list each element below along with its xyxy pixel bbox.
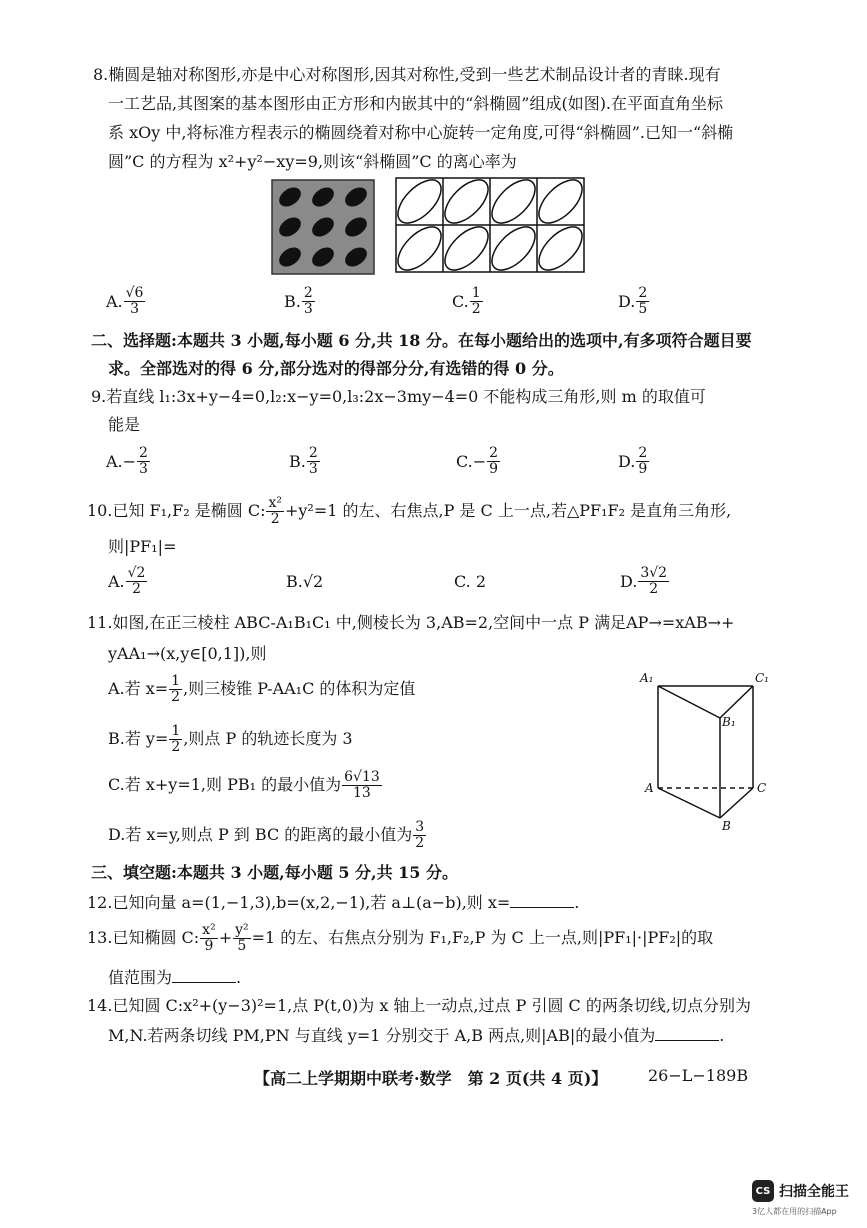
- q9-option-a[interactable]: [106, 446, 289, 477]
- q13-end: .: [236, 968, 242, 987]
- q8-options: [106, 286, 678, 317]
- fraction-numerator: 2: [308, 445, 318, 461]
- q8-line-4: 圆”C 的方程为 x²+y²−xy=9,则该“斜椭圆”C 的离心率为: [108, 152, 517, 171]
- q13-line-2-text: 值范围为: [108, 968, 173, 987]
- fraction-denominator: 3: [139, 461, 148, 477]
- label-b1: B₁: [722, 715, 736, 729]
- q11-option-a[interactable]: [108, 672, 415, 706]
- q9-option-c[interactable]: [456, 446, 618, 477]
- fraction-denominator: 2: [471, 301, 481, 317]
- q10-option-b[interactable]: B.√2: [286, 572, 324, 591]
- option-fraction: [470, 286, 483, 317]
- watermark-tagline: 3亿人都在用的扫描App: [752, 1207, 837, 1216]
- label-a1: A₁: [640, 671, 654, 685]
- option-letter: A.: [106, 452, 123, 471]
- option-letter: A.: [106, 292, 123, 311]
- q10-line-1: [87, 494, 731, 528]
- option-letter: D.: [618, 292, 636, 311]
- q13-fraction-2: [233, 923, 251, 954]
- q14-line-2-text: M,N.若两条切线 PM,PN 与直线 y=1 分别交于 A,B 两点,则|AB|的最小值为: [108, 1026, 656, 1045]
- option-letter: B.: [284, 292, 301, 311]
- q10-pre: 10.已知 F₁,F₂ 是椭圆 C:: [87, 501, 266, 520]
- option-pre: D.若 x=y,则点 P 到 BC 的距离的最小值为: [108, 825, 413, 844]
- fraction-denominator: 2: [415, 835, 425, 851]
- fraction-denominator: 3: [308, 461, 318, 477]
- option-fraction: [124, 286, 146, 317]
- q10-option-a[interactable]: [108, 566, 286, 597]
- option-fraction: [413, 820, 426, 851]
- q8-option-b[interactable]: [284, 286, 452, 317]
- q13-line-2: [108, 966, 241, 989]
- label-c1: C₁: [755, 671, 769, 685]
- option-post: ,则三棱锥 P-AA₁C 的体积为定值: [183, 679, 416, 698]
- q8-option-a[interactable]: [106, 286, 284, 317]
- option-fraction: [636, 446, 649, 477]
- option-sign: −: [122, 452, 137, 471]
- q8-option-c[interactable]: [452, 286, 618, 317]
- q10-option-c[interactable]: C. 2: [454, 572, 487, 591]
- fraction-denominator: 2: [171, 689, 181, 705]
- q12-answer-blank[interactable]: [510, 891, 574, 908]
- option-fraction: [342, 770, 382, 801]
- fraction-denominator: 2: [171, 739, 181, 755]
- fraction-denominator: 9: [204, 938, 214, 954]
- q8-line-2: 一工艺品,其图案的基本图形由正方形和内嵌其中的“斜椭圆”组成(如图).在平面直角坐标: [108, 94, 724, 113]
- option-fraction: [302, 286, 315, 317]
- q11-line-2: yAA₁→(x,y∈[0,1]),则: [108, 644, 267, 663]
- q9-line-1: 9.若直线 l₁:3x+y−4=0,l₂:x−y=0,l₃:2x−3my−4=0 不能构成三角形,则 m 的取值可: [91, 387, 706, 406]
- option-fraction: [126, 566, 148, 597]
- option-fraction: [636, 286, 649, 317]
- fraction-numerator: x²: [202, 922, 216, 938]
- q10-option-d[interactable]: [620, 566, 690, 597]
- q13-post: =1 的左、右焦点分别为 F₁,F₂,P 为 C 上一点,则|PF₁|·|PF₂|的取: [251, 928, 714, 947]
- fraction-denominator: 9: [489, 461, 499, 477]
- fraction-denominator: 13: [353, 785, 371, 801]
- q13-pre: 13.已知椭圆 C:: [87, 928, 200, 947]
- fraction-numerator: x²: [268, 495, 282, 511]
- fraction-denominator: 2: [649, 581, 659, 597]
- option-letter: B.: [289, 452, 306, 471]
- option-letter: A.: [108, 572, 125, 591]
- fraction-denominator: 5: [237, 938, 247, 954]
- label-c: C: [757, 781, 767, 795]
- fraction-denominator: 5: [638, 301, 648, 317]
- fraction-numerator: 2: [303, 285, 313, 301]
- option-post: ,则点 P 的轨迹长度为 3: [183, 729, 353, 748]
- q11-option-d[interactable]: [108, 818, 427, 852]
- watermark-app-name: 扫描全能王: [779, 1184, 849, 1200]
- option-fraction: [487, 446, 500, 477]
- fraction-numerator: √2: [127, 565, 146, 581]
- scanner-watermark: [752, 1180, 849, 1202]
- cs-logo-icon: CS: [752, 1180, 774, 1202]
- q10-fraction: [266, 496, 284, 527]
- option-letter: D.: [618, 452, 636, 471]
- label-b: B: [722, 819, 731, 833]
- option-letter: C.: [452, 292, 469, 311]
- option-fraction: [638, 566, 669, 597]
- fraction-numerator: 1: [171, 673, 181, 689]
- fraction-denominator: 3: [303, 301, 313, 317]
- fraction-numerator: 3√2: [640, 565, 668, 581]
- q10-options: [108, 566, 690, 597]
- option-sign: −: [472, 452, 487, 471]
- q10-line-2: 则|PF₁|=: [108, 537, 177, 556]
- q9-option-b[interactable]: [289, 446, 456, 477]
- option-fraction: [169, 674, 182, 705]
- q12-text: 12.已知向量 a=(1,−1,3),b=(x,2,−1),若 a⊥(a−b),则 x=: [87, 893, 511, 912]
- q14-line-1: 14.已知圆 C:x²+(y−3)²=1,点 P(t,0)为 x 轴上一动点,过点 P 引圆 C 的两条切线,切点分别为: [87, 996, 751, 1015]
- q13-fraction-1: [200, 923, 218, 954]
- q11-option-c[interactable]: [108, 768, 383, 802]
- q14-end: .: [719, 1026, 725, 1045]
- q13-line-1: [87, 918, 713, 958]
- fraction-denominator: 2: [132, 581, 142, 597]
- fraction-numerator: 2: [638, 285, 648, 301]
- q8-line-1: 8.椭圆是轴对称图形,亦是中心对称图形,因其对称性,受到一些艺术制品设计者的青睐.现有: [93, 65, 721, 84]
- option-letter: C.: [456, 452, 473, 471]
- fraction-denominator: 3: [130, 301, 140, 317]
- q10-post: +y²=1 的左、右焦点,P 是 C 上一点,若△PF₁F₂ 是直角三角形,: [284, 501, 732, 520]
- q13-answer-blank[interactable]: [172, 966, 236, 983]
- q9-options: [106, 446, 678, 477]
- page-footer-title: 【高二上学期期中联考·数学 第 2 页(共 4 页)】: [254, 1069, 608, 1088]
- option-pre: C.若 x+y=1,则 PB₁ 的最小值为: [108, 775, 342, 794]
- option-pre: B.若 y=: [108, 729, 169, 748]
- option-letter: D.: [620, 572, 638, 591]
- option-fraction: [169, 724, 182, 755]
- q9-option-d[interactable]: [618, 446, 678, 477]
- fraction-numerator: y²: [235, 922, 249, 938]
- fraction-numerator: 1: [471, 285, 481, 301]
- q14-answer-blank[interactable]: [655, 1024, 719, 1041]
- fraction-denominator: 9: [638, 461, 648, 477]
- fraction-numerator: 2: [489, 445, 499, 461]
- q11-prism-figure: [636, 668, 776, 834]
- fraction-numerator: 3: [415, 819, 425, 835]
- q9-line-2: 能是: [108, 415, 141, 434]
- q12: [87, 891, 579, 914]
- option-fraction: [137, 446, 150, 477]
- q14-line-2: [108, 1024, 724, 1047]
- fraction-numerator: 2: [139, 445, 148, 461]
- option-fraction: [307, 446, 320, 477]
- fraction-numerator: √6: [125, 285, 144, 301]
- fraction-numerator: 1: [171, 723, 181, 739]
- q11-option-b[interactable]: [108, 722, 353, 756]
- section-2-heading-line-2: 求。全部选对的得 6 分,部分选对的得部分分,有选错的得 0 分。: [108, 359, 564, 378]
- q8-option-d[interactable]: [618, 286, 678, 317]
- q8-line-3: 系 xOy 中,将标准方程表示的椭圆绕着对称中心旋转一定角度,可得“斜椭圆”.已知一“斜椭: [108, 123, 734, 142]
- label-a: A: [645, 781, 654, 795]
- q12-end: .: [574, 893, 580, 912]
- q8-pattern-figure: [270, 176, 592, 276]
- page-footer-code: 26−L−189B: [648, 1066, 749, 1085]
- option-pre: A.若 x=: [108, 679, 169, 698]
- section-3-heading: 三、填空题:本题共 3 小题,每小题 5 分,共 15 分。: [91, 863, 459, 882]
- fraction-denominator: 2: [270, 511, 280, 527]
- fraction-numerator: 2: [638, 445, 648, 461]
- q13-plus: +: [218, 928, 233, 947]
- section-2-heading-line-1: 二、选择题:本题共 3 小题,每小题 6 分,共 18 分。在每小题给出的选项中,有多项符合题目要: [91, 331, 752, 350]
- q11-line-1: 11.如图,在正三棱柱 ABC-A₁B₁C₁ 中,侧棱长为 3,AB=2,空间中一点 P 满足AP→=xAB→+: [87, 613, 735, 632]
- fraction-numerator: 6√13: [344, 769, 380, 785]
